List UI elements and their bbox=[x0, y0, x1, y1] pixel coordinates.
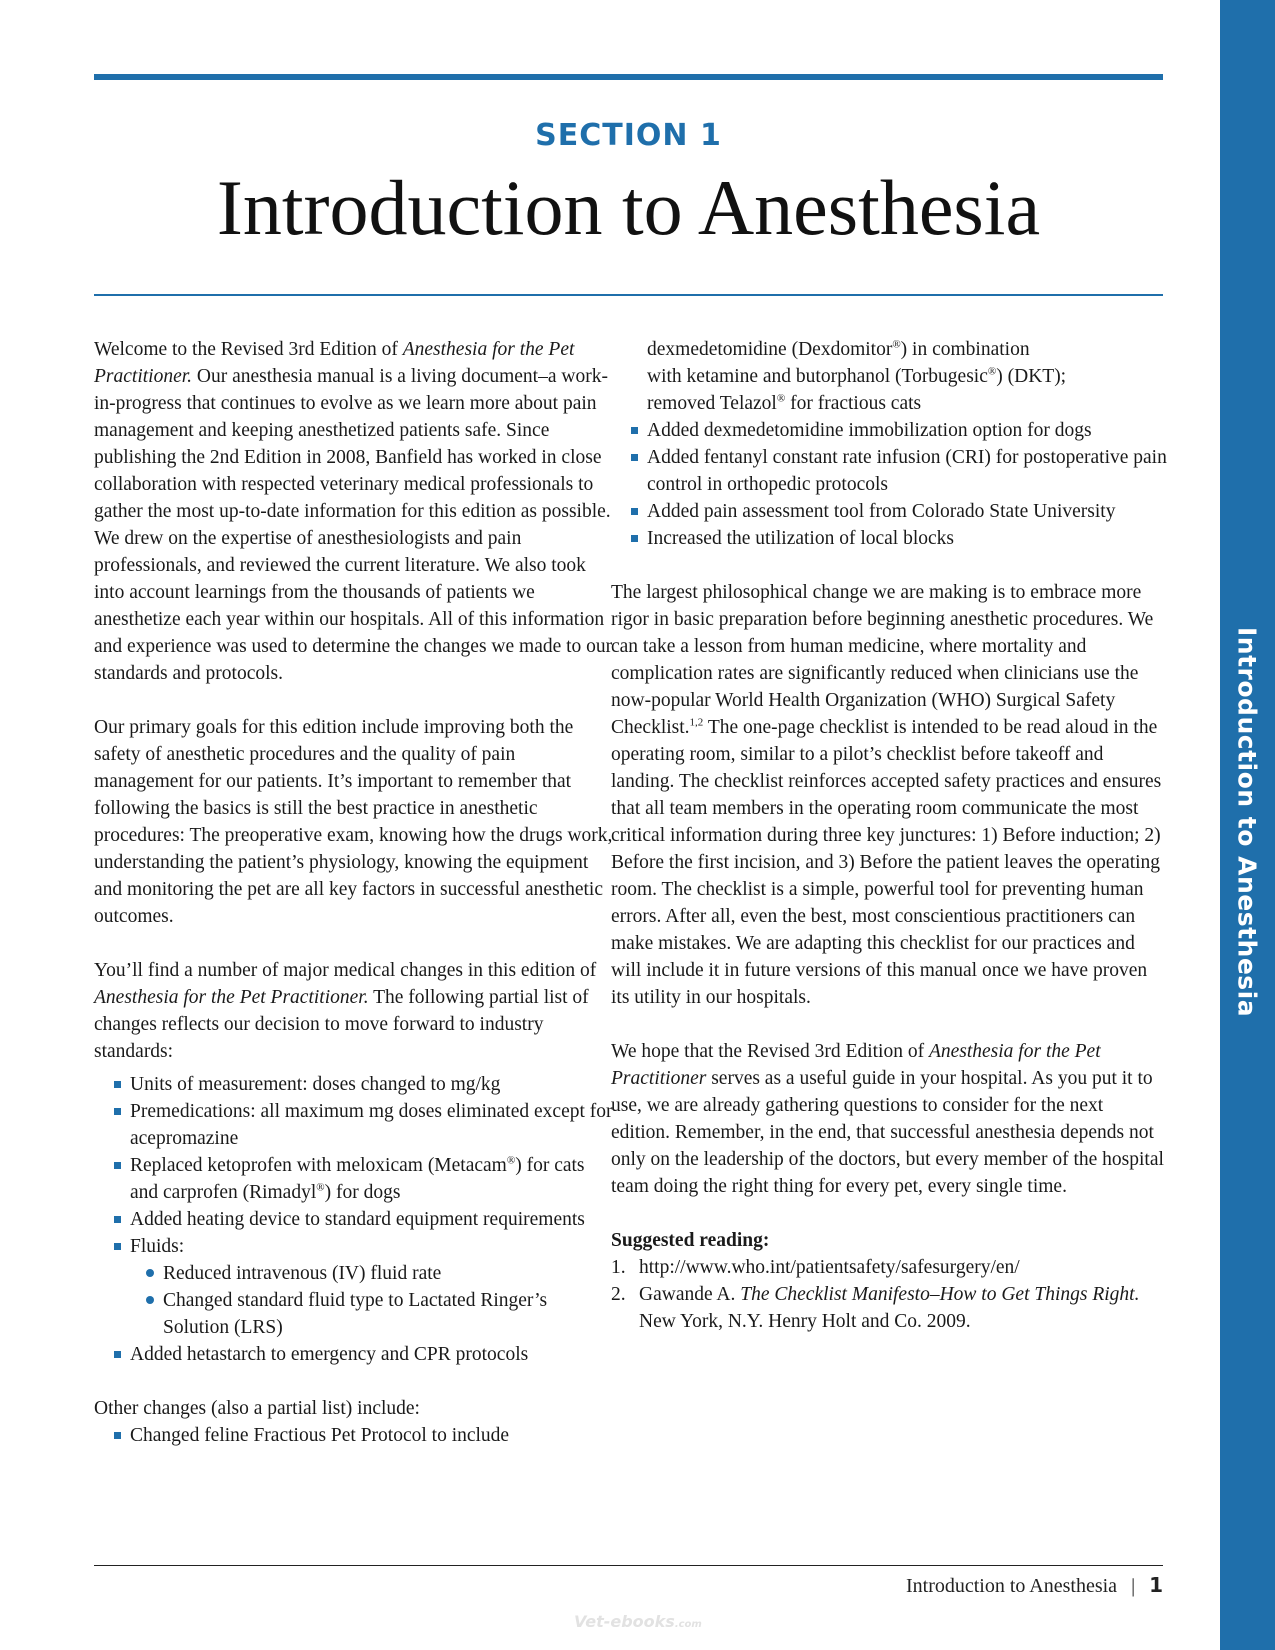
list-item bbox=[114, 1233, 614, 1341]
continuation-text: removed Telazol bbox=[647, 393, 777, 414]
side-tab-title: Introduction to Anesthesia bbox=[1232, 627, 1262, 1018]
list-item: Added hetastarch to emergency and CPR protocols bbox=[114, 1341, 614, 1368]
list-item-text: ) for cats and carprofen (Rimadyl bbox=[130, 1155, 585, 1203]
philosophy-text-a: The largest philosophical change we are making is to embrace more rigor in basic preparation before beginning anesthetic procedures. We can take a lesson from human medicine, where mortality and complication rates are significantly reduced when clinicians use the now-popular World Health Organization (WHO) Surgical Safety Checklist. bbox=[611, 582, 1154, 738]
reference-item bbox=[611, 1281, 1167, 1335]
philosophy-text-b: The one-page checklist is intended to be read aloud in the operating room, similar to a pilot’s checklist before takeoff and landing. The checklist reinforces accepted safety practices and ensures that all team members in the operating room communicate the most critical information during three key junctures: 1) Before induction; 2) Before the first incision, and 3) Before the patient leaves the operating room. The checklist is a simple, powerful tool for preventing human errors. After all, even the best, most conscientious practitioners can make mistakes. We are adapting this checklist for our practices and will include it in future versions of this manual once we have proven its utility in our hospitals. bbox=[611, 717, 1162, 1008]
reference-title: The Checklist Manifesto–How to Get Things Right. bbox=[740, 1284, 1140, 1305]
continuation-line bbox=[647, 363, 1167, 390]
list-item: Increased the utilization of local blocks bbox=[631, 525, 1167, 552]
section-label: SECTION 1 bbox=[535, 118, 722, 153]
registered-mark: ® bbox=[506, 1154, 516, 1167]
list-item-continuation bbox=[647, 336, 1167, 417]
list-item-text: ) for dogs bbox=[324, 1182, 401, 1203]
registered-mark: ® bbox=[892, 338, 901, 351]
fluids-sublist bbox=[130, 1260, 614, 1341]
suggested-reading-heading: Suggested reading: bbox=[611, 1230, 770, 1251]
list-item: Units of measurement: doses changed to mg/kg bbox=[114, 1071, 614, 1098]
top-rule bbox=[94, 74, 1163, 80]
registered-mark: ® bbox=[316, 1181, 325, 1194]
list-item: Added fentanyl constant rate infusion (CRI) for postoperative pain control in orthopedic protocols bbox=[631, 444, 1167, 498]
intro-paragraph bbox=[94, 336, 614, 687]
footer-running-title: Introduction to Anesthesia bbox=[905, 1575, 1118, 1597]
sub-list-item: Changed standard fluid type to Lactated Ringer’s Solution (LRS) bbox=[146, 1287, 614, 1341]
intro-book-title: Anesthesia for the Pet Practitioner. bbox=[94, 339, 575, 387]
continuation-line bbox=[647, 336, 1167, 363]
intro-text-a: Welcome to the Revised 3rd Edition of bbox=[94, 339, 403, 360]
changes-intro-a: You’ll find a number of major medical changes in this edition of bbox=[94, 960, 597, 981]
list-item-text: Replaced ketoprofen with meloxicam (Metacam bbox=[130, 1155, 507, 1176]
list-item: Premedications: all maximum mg doses eliminated except for acepromazine bbox=[114, 1098, 614, 1152]
continuation-text: dexmedetomidine (Dexdomitor bbox=[647, 339, 893, 360]
continuation-line bbox=[647, 390, 1167, 417]
title-rule bbox=[94, 294, 1163, 296]
suggested-reading bbox=[611, 1227, 1167, 1335]
closing-paragraph bbox=[611, 1038, 1167, 1200]
page-title: Introduction to Anesthesia bbox=[216, 164, 1041, 251]
reference-number: 2. bbox=[611, 1284, 626, 1305]
continuation-text: ) (DKT); bbox=[996, 366, 1067, 387]
other-changes-list bbox=[94, 1422, 614, 1449]
watermark-text: Vet-ebooks bbox=[574, 1612, 675, 1631]
footer-separator: | bbox=[1131, 1575, 1136, 1597]
continuation-text: with ketamine and butorphanol (Torbugesic bbox=[647, 366, 988, 387]
changes-intro-c: The following partial list of changes reflects our decision to move forward to industry standards: bbox=[94, 987, 589, 1062]
other-changes-intro: Other changes (also a partial list) include: bbox=[94, 1398, 420, 1419]
continuation-text: ) in combination bbox=[900, 339, 1030, 360]
closing-text-c: serves as a useful guide in your hospital. As you put it to use, we are already gathering questions to consider for the next edition. Remember, in the end, that successful anesthesia depends not only on the leadership of the doctors, but every member of the hospital team doing the right thing for every pet, every single time. bbox=[611, 1068, 1164, 1197]
closing-text-a: We hope that the Revised 3rd Edition of bbox=[611, 1041, 929, 1062]
reference-author: Gawande A. bbox=[639, 1284, 741, 1305]
right-column bbox=[611, 336, 1167, 1335]
philosophy-paragraph bbox=[611, 579, 1167, 1011]
changes-intro-book-title: Anesthesia for the Pet Practitioner. bbox=[94, 987, 369, 1008]
closing-book-title: Anesthesia for the Pet Practitioner bbox=[611, 1041, 1101, 1089]
changes-list bbox=[94, 1071, 614, 1368]
list-item: Changed feline Fractious Pet Protocol to include bbox=[114, 1422, 614, 1449]
list-item: Added pain assessment tool from Colorado State University bbox=[631, 498, 1167, 525]
registered-mark: ® bbox=[987, 365, 997, 378]
sub-list-item: Reduced intravenous (IV) fluid rate bbox=[146, 1260, 614, 1287]
intro-text-c: Our anesthesia manual is a living document–a work-in-progress that continues to evolve as we learn more about pain management and keeping anesthetized patients safe. Since publishing the 2nd Edition in 2008, Banfield has worked in close collaboration with respected veterinary medical professionals to gather the most up-to-date information for this edition as possible. We drew on the expertise of anesthesiologists and pain professionals, and reviewed the current literature. We also took into account learnings from the thousands of patients we anesthetize each year within our hospitals. All of this information and experience was used to determine the changes we made to our standards and protocols. bbox=[94, 366, 613, 684]
footer-rule bbox=[94, 1565, 1163, 1566]
reference-list bbox=[611, 1254, 1167, 1335]
goals-paragraph: Our primary goals for this edition include improving both the safety of anesthetic procedures and the quality of pain management for our patients. It’s important to remember that following the basics is still the best practice in anesthetic procedures: The preoperative exam, knowing how the drugs work, understanding the patient’s physiology, knowing the equipment and monitoring the pet are all key factors in successful anesthetic outcomes. bbox=[94, 717, 613, 927]
reference-publisher: New York, N.Y. Henry Holt and Co. 2009. bbox=[639, 1311, 971, 1332]
reference-item bbox=[611, 1254, 1167, 1281]
watermark bbox=[574, 1612, 702, 1631]
continuation-text: for fractious cats bbox=[785, 393, 922, 414]
list-item-text: Fluids: bbox=[130, 1236, 185, 1257]
changes-intro-paragraph bbox=[94, 957, 614, 1065]
page-number: 1 bbox=[1149, 1573, 1163, 1597]
registered-mark: ® bbox=[776, 392, 786, 405]
reference-url: http://www.who.int/patientsafety/safesurgery/en/ bbox=[639, 1257, 1020, 1278]
left-column bbox=[94, 336, 614, 1476]
other-changes-list-continued bbox=[611, 417, 1167, 552]
list-item bbox=[114, 1152, 614, 1206]
citation-superscript: 1,2 bbox=[689, 716, 704, 729]
list-item: Added heating device to standard equipment requirements bbox=[114, 1206, 614, 1233]
reference-number: 1. bbox=[611, 1257, 626, 1278]
watermark-suffix: .com bbox=[674, 1619, 702, 1630]
page-footer bbox=[906, 1573, 1163, 1598]
list-item: Added dexmedetomidine immobilization option for dogs bbox=[631, 417, 1167, 444]
